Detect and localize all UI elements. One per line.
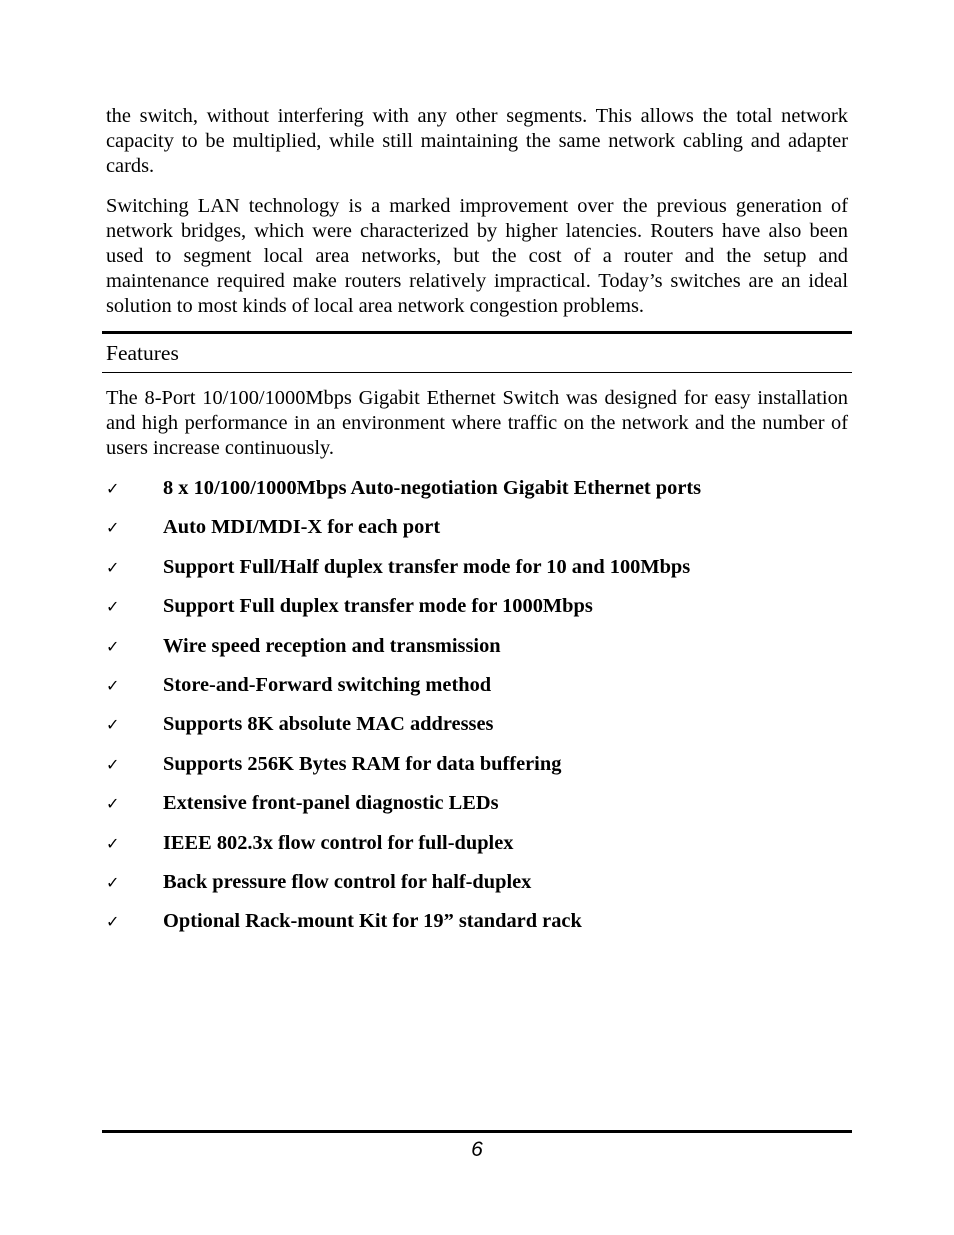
feature-item [106, 791, 848, 830]
section-divider-top [102, 331, 852, 334]
section-divider-underline [102, 372, 852, 373]
feature-label: Supports 256K Bytes RAM for data buffering [163, 752, 562, 775]
checkmark-icon: ✓ [106, 479, 120, 498]
feature-label: Support Full/Half duplex transfer mode for 10 and 100Mbps [163, 555, 691, 578]
feature-label: Back pressure flow control for half-duplex [163, 870, 532, 893]
body-paragraph-continuation: the switch, without interfering with any other segments. This allows the total network capacity to be multiplied, while still maintaining the same network cabling and adapter cards. [106, 105, 848, 177]
feature-label: IEEE 802.3x flow control for full-duplex [163, 831, 514, 854]
checkmark-icon: ✓ [106, 597, 120, 617]
feature-label: Store-and-Forward switching method [163, 673, 492, 696]
feature-item [106, 712, 848, 751]
feature-item [106, 909, 848, 948]
checkmark-icon: ✓ [106, 557, 120, 577]
feature-item [106, 673, 848, 712]
feature-item [106, 515, 848, 554]
footer-divider [102, 1130, 852, 1133]
checkmark-icon: ✓ [106, 715, 120, 735]
checkmark-icon: ✓ [106, 833, 120, 853]
checkmark-icon: ✓ [106, 912, 120, 932]
feature-item [106, 831, 848, 870]
features-intro-paragraph: The 8-Port 10/100/1000Mbps Gigabit Ethernet Switch was designed for easy installation and high performance in an environment where traffic on the network and the number of users increase continuously. [106, 387, 848, 459]
feature-item [106, 634, 848, 673]
checkmark-icon: ✓ [106, 675, 120, 695]
checkmark-icon: ✓ [106, 518, 120, 538]
section-heading-features: Features [106, 341, 179, 365]
feature-label: Extensive front-panel diagnostic LEDs [163, 792, 499, 815]
feature-item [106, 752, 848, 791]
feature-item [106, 594, 848, 633]
page-number: 6 [471, 1138, 483, 1161]
checkmark-icon: ✓ [106, 872, 120, 892]
body-paragraph-switching-lan: Switching LAN technology is a marked improvement over the previous generation of network bridges, which were characterized by higher latencies. Routers have also been used to segment local area networks, but the cost of a router and the setup and maintenance required make routers relatively impractical. Today’s switches are an ideal solution to most kinds of local area network congestion problems. [106, 195, 848, 317]
checkmark-icon: ✓ [106, 794, 120, 814]
checkmark-icon: ✓ [106, 754, 120, 774]
feature-label: Auto MDI/MDI-X for each port [163, 516, 441, 539]
feature-label: Optional Rack-mount Kit for 19” standard rack [163, 910, 582, 933]
feature-label: 8 x 10/100/1000Mbps Auto-negotiation Gigabit Ethernet ports [163, 477, 702, 499]
checkmark-icon: ✓ [106, 636, 120, 656]
feature-item [106, 555, 848, 594]
features-list [106, 476, 848, 949]
feature-label: Support Full duplex transfer mode for 1000Mbps [163, 595, 593, 618]
feature-item [106, 476, 848, 515]
feature-label: Supports 8K absolute MAC addresses [163, 713, 494, 736]
feature-item [106, 870, 848, 909]
feature-label: Wire speed reception and transmission [163, 634, 501, 657]
